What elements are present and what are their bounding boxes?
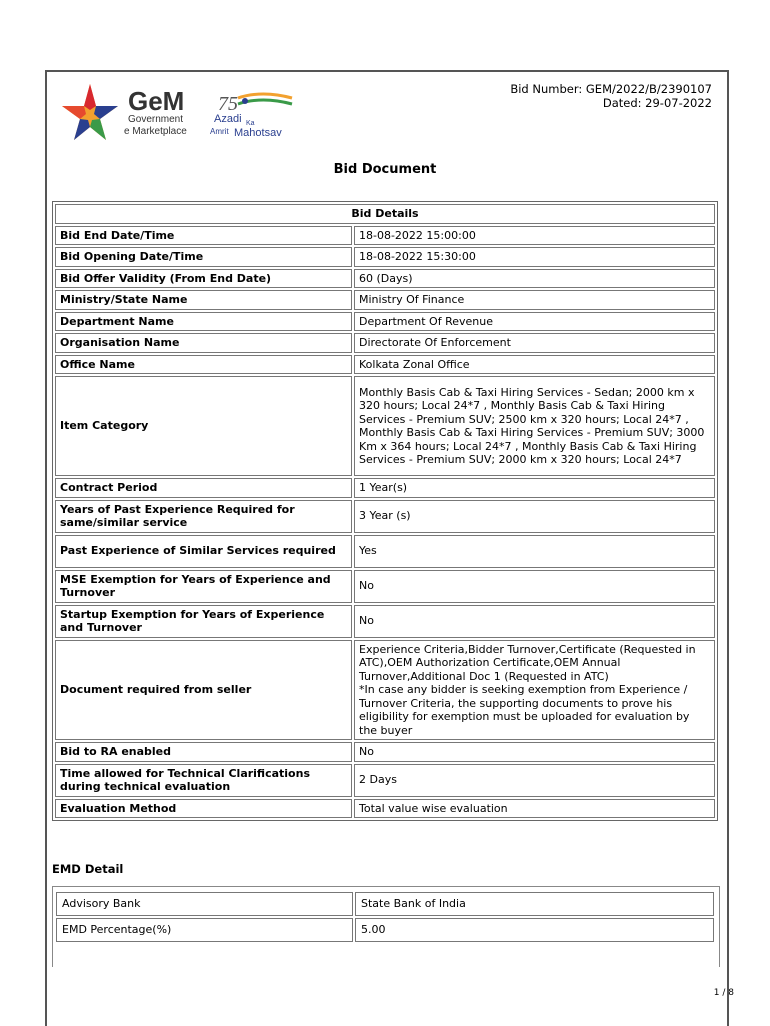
svg-text:e Marketplace: e Marketplace [124,126,187,137]
table-row [55,355,715,375]
svg-text:Amrit: Amrit [210,127,229,136]
row-value: 18-08-2022 15:00:00 [354,226,715,246]
table-row [56,892,714,916]
table-row [55,799,715,819]
table-row [55,333,715,353]
row-label: Bid Opening Date/Time [55,247,352,267]
table-row [55,535,715,568]
table-row [55,312,715,332]
table-row [56,918,714,942]
row-label: Bid Offer Validity (From End Date) [55,269,352,289]
row-value: 1 Year(s) [354,478,715,498]
row-label: Organisation Name [55,333,352,353]
row-value: 18-08-2022 15:30:00 [354,247,715,267]
row-label: Evaluation Method [55,799,352,819]
page-number: 1 / 8 [713,988,734,998]
row-value: No [354,742,715,762]
row-value: State Bank of India [355,892,714,916]
row-label: Years of Past Experience Required for same/similar service [55,500,352,533]
table-row [55,570,715,603]
row-label: Item Category [55,376,352,476]
emd-table [54,890,716,944]
table-row [55,376,715,476]
row-value: 5.00 [355,918,714,942]
table-row [55,640,715,741]
row-label: Document required from seller [55,640,352,741]
table-row [55,269,715,289]
row-value: 60 (Days) [354,269,715,289]
row-value: Monthly Basis Cab & Taxi Hiring Services - Sedan; 2000 km x 320 hours; Local 24*7 , Monthly Basis Cab & Taxi Hiring Services - Premium SUV; 2500 km x 320 hours; Local 24*7 , Monthly Basis Cab & Taxi Hiring Services - Premium SUV; 3000 Km x 364 hours; Local 24*7 , Monthly Basis Cab & Taxi Hiring Services - Premium SUV; 2000 km x 320 hours; Local 24*7 [354,376,715,476]
azadi-ka-amrit-mahotsav-logo [210,93,292,139]
table-row [55,500,715,533]
row-label: EMD Percentage(%) [56,918,353,942]
table-row [55,478,715,498]
svg-text:Government: Government [128,114,184,125]
bid-number: Bid Number: GEM/2022/B/2390107 [510,82,712,96]
table-row [55,764,715,797]
table-row [55,247,715,267]
emd-detail-heading: EMD Detail [52,862,124,876]
row-value: 2 Days [354,764,715,797]
row-label: Bid End Date/Time [55,226,352,246]
row-label: Contract Period [55,478,352,498]
table-row [55,290,715,310]
bid-details-table [52,201,718,821]
table-row [55,226,715,246]
row-value: Directorate Of Enforcement [354,333,715,353]
row-label: Advisory Bank [56,892,353,916]
row-label: Department Name [55,312,352,332]
svg-text:Ka: Ka [246,120,255,127]
row-value: Ministry Of Finance [354,290,715,310]
gem-wordmark: GeM [128,86,185,116]
row-value: Yes [354,535,715,568]
row-value: Department Of Revenue [354,312,715,332]
row-value: Kolkata Zonal Office [354,355,715,375]
row-label: Bid to RA enabled [55,742,352,762]
table-row [55,742,715,762]
row-value: Total value wise evaluation [354,799,715,819]
row-label: MSE Exemption for Years of Experience and Turnover [55,570,352,603]
gem-azadi-logo [62,80,322,150]
bid-details-heading: Bid Details [55,204,715,224]
row-value: 3 Year (s) [354,500,715,533]
page-title: Bid Document [333,162,437,177]
row-label: Past Experience of Similar Services required [55,535,352,568]
svg-text:75: 75 [218,93,238,115]
row-label: Office Name [55,355,352,375]
table-row [55,605,715,638]
row-value: No [354,570,715,603]
svg-text:Azadi: Azadi [214,113,242,125]
bid-meta [510,82,712,110]
row-value: No [354,605,715,638]
row-label: Ministry/State Name [55,290,352,310]
row-value: Experience Criteria,Bidder Turnover,Certificate (Requested in ATC),OEM Authorization Certificate,OEM Annual Turnover,Additional Doc 1 (Requested in ATC) *In case any bidder is seeking exemption from Experience / Turnover Criteria, the supporting documents to prove his eligibility for exemption must be uploaded for evaluation by the buyer [354,640,715,741]
row-label: Time allowed for Technical Clarifications during technical evaluation [55,764,352,797]
svg-text:Mahotsav: Mahotsav [234,127,282,139]
table-header-row [55,204,715,224]
gem-star-icon [62,84,118,140]
row-label: Startup Exemption for Years of Experience and Turnover [55,605,352,638]
bid-date: Dated: 29-07-2022 [602,96,712,110]
